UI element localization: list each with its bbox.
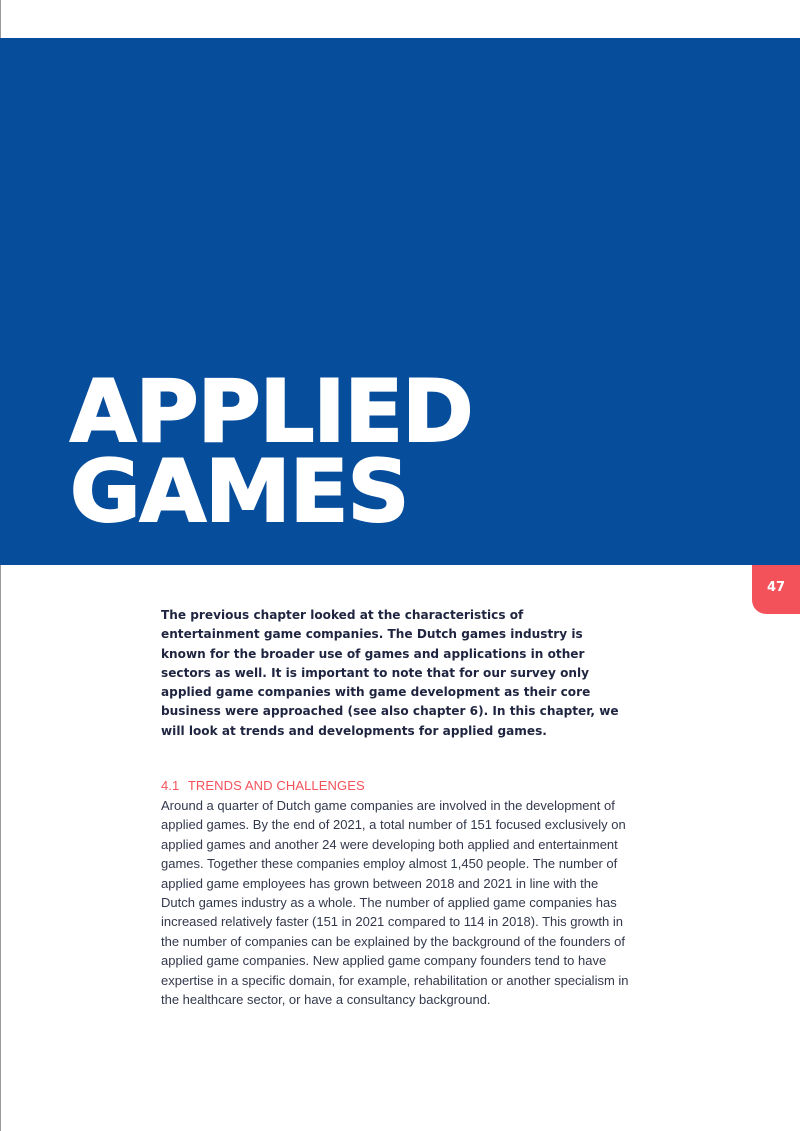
- section-heading: [161, 777, 641, 794]
- page-number: 47: [766, 580, 786, 595]
- chapter-title-line-1: APPLIED: [70, 362, 473, 462]
- page-number-tab: [752, 565, 800, 614]
- section-body-text: Around a quarter of Dutch game companies are involved in the development of applied games. By the end of 2021, a total number of 151 focused exclusively on applied games and another 24 were developing both applied and entertainment games. Together these companies employ almost 1,450 people. The number of applied game employees has grown between 2018 and 2021 in line with the Dutch games industry as a whole. The number of applied game companies has increased relatively faster (151 in 2021 compared to 114 in 2018). This growth in the number of companies can be explained by the background of the founders of applied game companies. New applied game company founders tend to have expertise in a specific domain, for example, rehabilitation or another specialism in the healthcare sector, or have a consultancy background.: [161, 798, 629, 1008]
- chapter-title: [70, 362, 473, 542]
- chapter-banner: [0, 38, 800, 565]
- section-title: TRENDS AND CHALLENGES: [187, 778, 365, 793]
- chapter-title-line-2: GAMES: [70, 442, 409, 542]
- section-trends: [161, 777, 641, 1009]
- section-number: 4.1: [161, 778, 180, 793]
- chapter-intro: The previous chapter looked at the characteristics of entertainment game companies. The Dutch games industry is known for the broader use of games and applications in other sectors as well. It is important to note that for our survey only applied game companies with game development as their core business were approached (see also chapter 6). In this chapter, we will look at trends and developments for applied games.: [161, 608, 619, 738]
